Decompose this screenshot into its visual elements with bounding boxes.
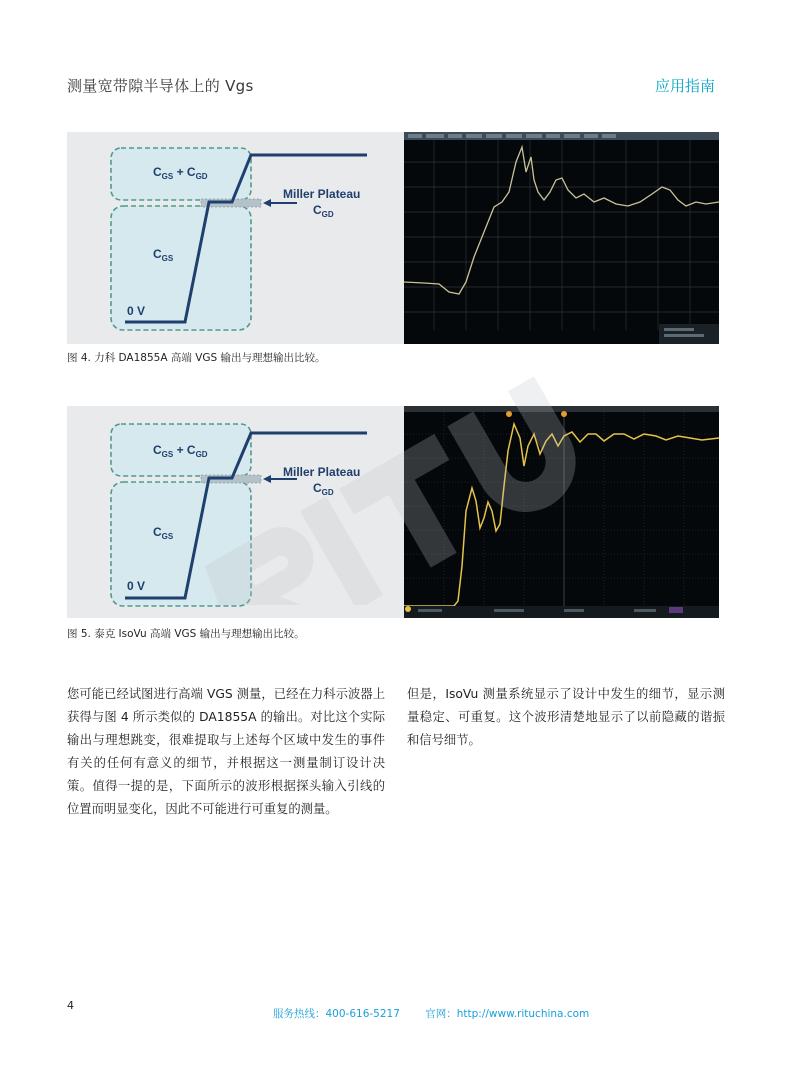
page-header-brand: 应用指南: [655, 77, 716, 95]
page-number: 4: [67, 999, 74, 1012]
arrow-head-icon: [263, 199, 271, 207]
cgs-label: $C_{GS}$: [153, 525, 174, 541]
lecroy-scope-screenshot: [404, 132, 719, 344]
miller-plateau-label: Miller Plateau: [283, 465, 361, 479]
figure-4: [67, 132, 719, 344]
zero-volt-label: 0 V: [127, 304, 146, 318]
arrow-head-icon: [263, 475, 271, 483]
page-footer: [273, 1006, 611, 1021]
cgs-label: $C_{GS}$: [153, 247, 174, 263]
hotline-text: 服务热线：400-616-5217: [273, 1008, 400, 1020]
cgs-cgd-label: $C_{GS} + C_{GD}$: [153, 443, 208, 459]
zero-volt-label: 0 V: [127, 579, 146, 593]
cgs-cgd-label: $C_{GS} + C_{GD}$: [153, 165, 208, 181]
page-header-title: 测量宽带隙半导体上的 Vgs: [67, 77, 254, 95]
ideal-vgs-diagram: [67, 132, 407, 344]
figure-5: [67, 406, 719, 618]
figure-4-caption: 图 4. 力科 DA1855A 高端 VGS 输出与理想输出比较。: [67, 352, 326, 364]
miller-cgd-label: $C_{GD}$: [313, 203, 334, 219]
miller-plateau-label: Miller Plateau: [283, 187, 361, 201]
body-text-right: 但是，IsoVu 测量系统显示了设计中发生的细节，显示测量稳定、可重复。这个波形清楚地显示了以前隐藏的谐振和信号细节。: [407, 687, 725, 747]
isovu-waveform: [404, 406, 719, 618]
lecroy-waveform: [404, 132, 719, 344]
body-text-left: 您可能已经试图进行高端 VGS 测量，已经在力科示波器上获得与图 4 所示类似的 DA1855A 的输出。对比这个实际输出与理想跳变，很难提取与上述每个区域中发生的事件有关的任何有意义的细节，并根据这一测量制订设计决策。值得一提的是，下面所示的波形根据探头输入引线的位置而明显变化，因此不可能进行可重复的测量。: [67, 687, 385, 816]
tektronix-scope-screenshot: [404, 406, 719, 618]
miller-cgd-label: $C_{GD}$: [313, 481, 334, 497]
website-link[interactable]: 官网：http://www.rituchina.com: [425, 1008, 590, 1020]
ideal-vgs-diagram: [67, 406, 407, 618]
figure-5-caption: 图 5. 泰克 IsoVu 高端 VGS 输出与理想输出比较。: [67, 628, 305, 640]
